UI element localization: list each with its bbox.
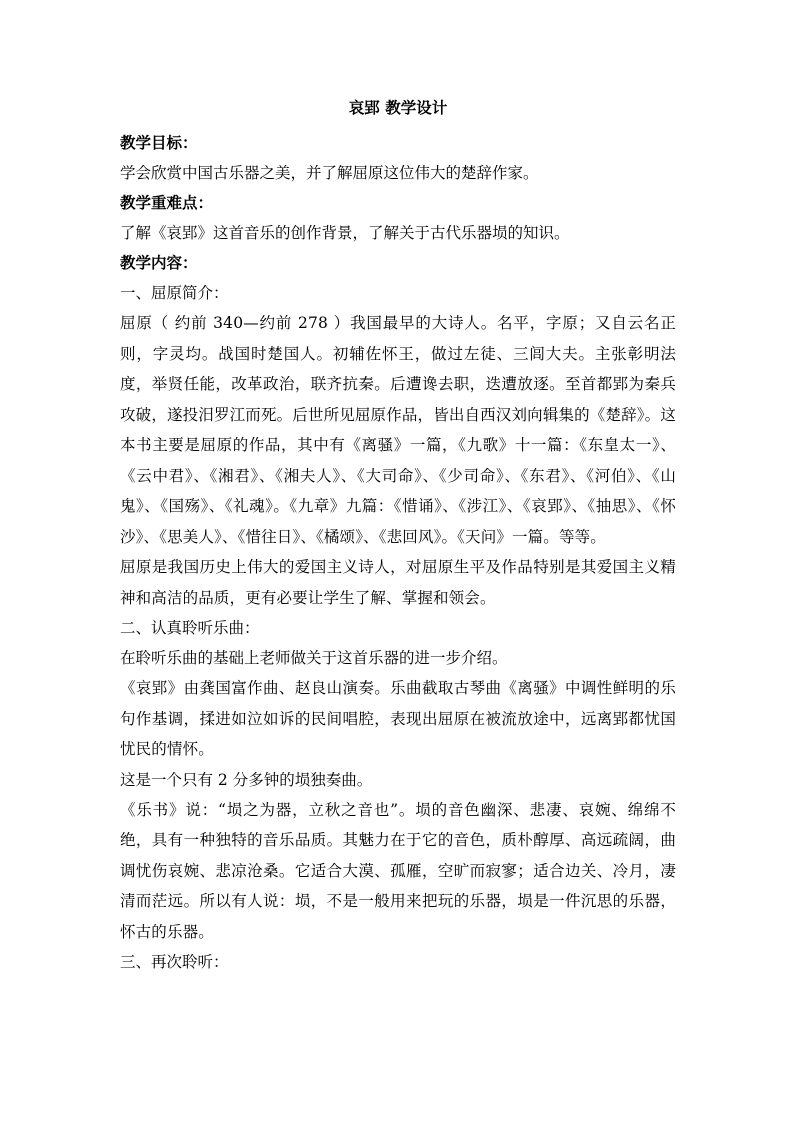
section-1-title: 一、屈原简介： xyxy=(120,284,229,302)
section-1-paragraph-1: 屈原（ 约前 340—约前 278 ）我国最早的大诗人。名平，字原；又自云名正则，字灵均。战国时楚国人。初辅佐怀王，做过左徒、三闾大夫。主张彰明法度，举贤任能，改革政治，联齐抗秦。后遭谗去职，迭遭放逐。至首都郢为秦兵攻破，遂投汨罗江而死。后世所见屈原作品，皆出自西汉刘向辑集的《楚辞》。这本书主要是屈原的作品，其中有《离骚》一篇，《九歌》十一篇：《东皇太一》、《云中君》、《湘君》、《湘夫人》、《大司命》、《少司命》、《东君》、《河伯》、《山鬼》、《国殇》、《礼魂》。《九章》九篇：《惜诵》、《涉江》、《哀郢》、《抽思》、《怀沙》、《思美人》、《惜往日》、《橘颂》、《悲回风》。《天问》一篇。等等。 xyxy=(120,314,676,546)
section-2-line-2: 这是一个只有 2 分多钟的埙独奏曲。 xyxy=(120,770,373,789)
goal-heading: 教学目标： xyxy=(120,133,198,152)
goal-text: 学会欣赏中国古乐器之美，并了解屈原这位伟大的楚辞作家。 xyxy=(120,164,539,182)
key-points-heading: 教学重难点： xyxy=(120,193,214,212)
section-2-paragraph-1: 《哀郢》由龚国富作曲、赵良山演奏。乐曲截取古琴曲《离骚》中调性鲜明的乐句作基调，揉进如泣如诉的民间唱腔，表现出屈原在被流放途中，远离郢都忧国忧民的情怀。 xyxy=(120,679,676,758)
document-body xyxy=(120,94,676,977)
section-2-paragraph-2: 《乐书》说：“埙之为器，立秋之音也”。埙的音色幽深、悲凄、哀婉、绵绵不绝，具有一种独特的音乐品质。其魅力在于它的音色，质朴醇厚、高远疏阔，曲调忧伤哀婉、悲凉沧桑。它适合大漠、孤雁，空旷而寂寥；适合边关、冷月，凄清而茫远。所以有人说：埙，不是一般用来把玩的乐器，埙是一件沉思的乐器，怀古的乐器。 xyxy=(120,800,676,941)
key-points-text: 了解《哀郢》这首音乐的创作背景，了解关于古代乐器埙的知识。 xyxy=(120,224,570,242)
section-2-title: 二、认真聆听乐曲： xyxy=(120,619,260,637)
content-heading: 教学内容： xyxy=(120,253,198,272)
section-2-line-1: 在聆听乐曲的基础上老师做关于这首乐器的进一步介绍。 xyxy=(120,649,508,667)
section-1-paragraph-2: 屈原是我国历史上伟大的爱国主义诗人，对屈原生平及作品特别是其爱国主义精神和高洁的品质，更有必要让学生了解、掌握和领会。 xyxy=(120,558,676,607)
document-title: 哀郢 教学设计 xyxy=(348,98,448,117)
section-3-title: 三、再次聆听： xyxy=(120,953,229,971)
